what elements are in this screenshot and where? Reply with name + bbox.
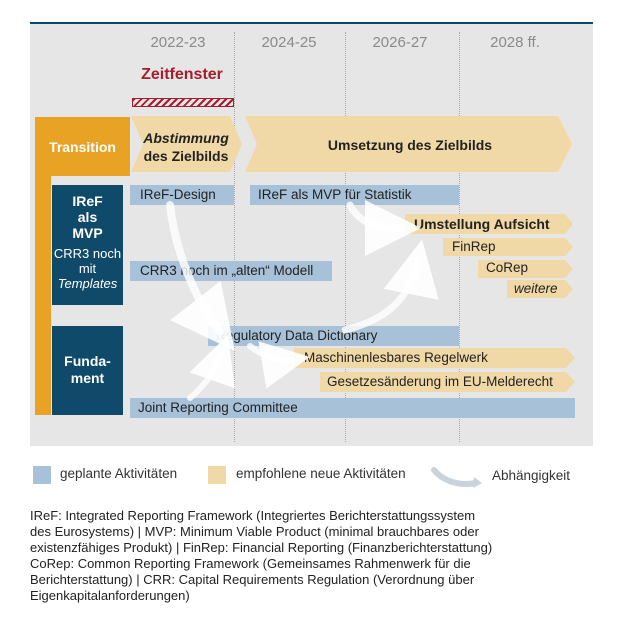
legend-abhaengigkeit: Abhängigkeit [492,468,571,483]
bar-corep: CoRep [486,260,529,275]
abstimmung-line1: Abstimmung [143,130,229,146]
row-label-fundament: Funda- ment [52,326,123,415]
bar-iref-design: IReF-Design [130,185,234,205]
year-2026-27: 2026-27 [372,34,428,51]
legend-empfohlen: empfohlene neue Aktivitäten [236,466,406,481]
footnote [30,508,590,604]
umsetzung-label: Umsetzung des Zielbilds [327,137,493,153]
bar-maschinenlesbares-regelwerk: Maschinenlesbares Regelwerk [304,350,488,365]
bar-regulatory-data-dictionary: Regulatory Data Dictionary [208,326,459,346]
bar-iref-mvp-statistik: IReF als MVP für Statistik [250,185,459,205]
zeitfenster-label: Zeitfenster [141,66,223,83]
legend-swatch-geplant [33,466,51,484]
row-label-iref: IReF als MVP CRR3 noch mit Templates [52,185,123,305]
divider-1 [234,32,235,442]
bar-crr3-modell: CRR3 noch im „alten“ Modell [130,261,332,281]
bar-umstellung-aufsicht: Umstellung Aufsicht [414,216,550,232]
footnote-line: des Eurosystems) | MVP: Minimum Viable Product (minimal brauchbares oder [30,524,479,539]
footnote-line: IReF: Integrated Reporting Framework (Integriertes Berichterstattungssystem [30,508,476,523]
bar-weitere: weitere [514,281,558,296]
bar-joint-reporting-committee: Joint Reporting Committee [130,398,575,418]
legend-dependency-arrow-icon [430,462,484,490]
crr3-templates-label: Templates [57,276,118,291]
footnote-line: CoRep: Common Reporting Framework (Gemeinsames Rahmenwerk für die [30,556,471,571]
row-label-transition: Transition [35,117,130,176]
abstimmung-line2: des Zielbilds [143,148,229,164]
footnote-line: existenzfähiges Produkt) | FinRep: Financial Reporting (Finanzberichterstattung) [30,540,493,555]
bar-finrep: FinRep [452,239,496,254]
year-2022-23: 2022-23 [150,34,206,51]
crr3-label: CRR3 noch mit [53,246,122,276]
footnote-line: Eigenkapitalanforderungen) [30,588,190,603]
abstimmung-label [140,129,232,165]
legend-swatch-empfohlen [208,466,226,484]
legend-geplant: geplante Aktivitäten [60,466,178,481]
year-2028ff: 2028 ff. [490,34,540,51]
zeitfenster-hatch [132,98,234,107]
bar-gesetzesaenderung: Gesetzesänderung im EU-Melderecht [327,374,553,389]
footnote-line: Berichterstattung) | CRR: Capital Requirements Regulation (Verordnung über [30,572,475,587]
year-2024-25: 2024-25 [261,34,317,51]
